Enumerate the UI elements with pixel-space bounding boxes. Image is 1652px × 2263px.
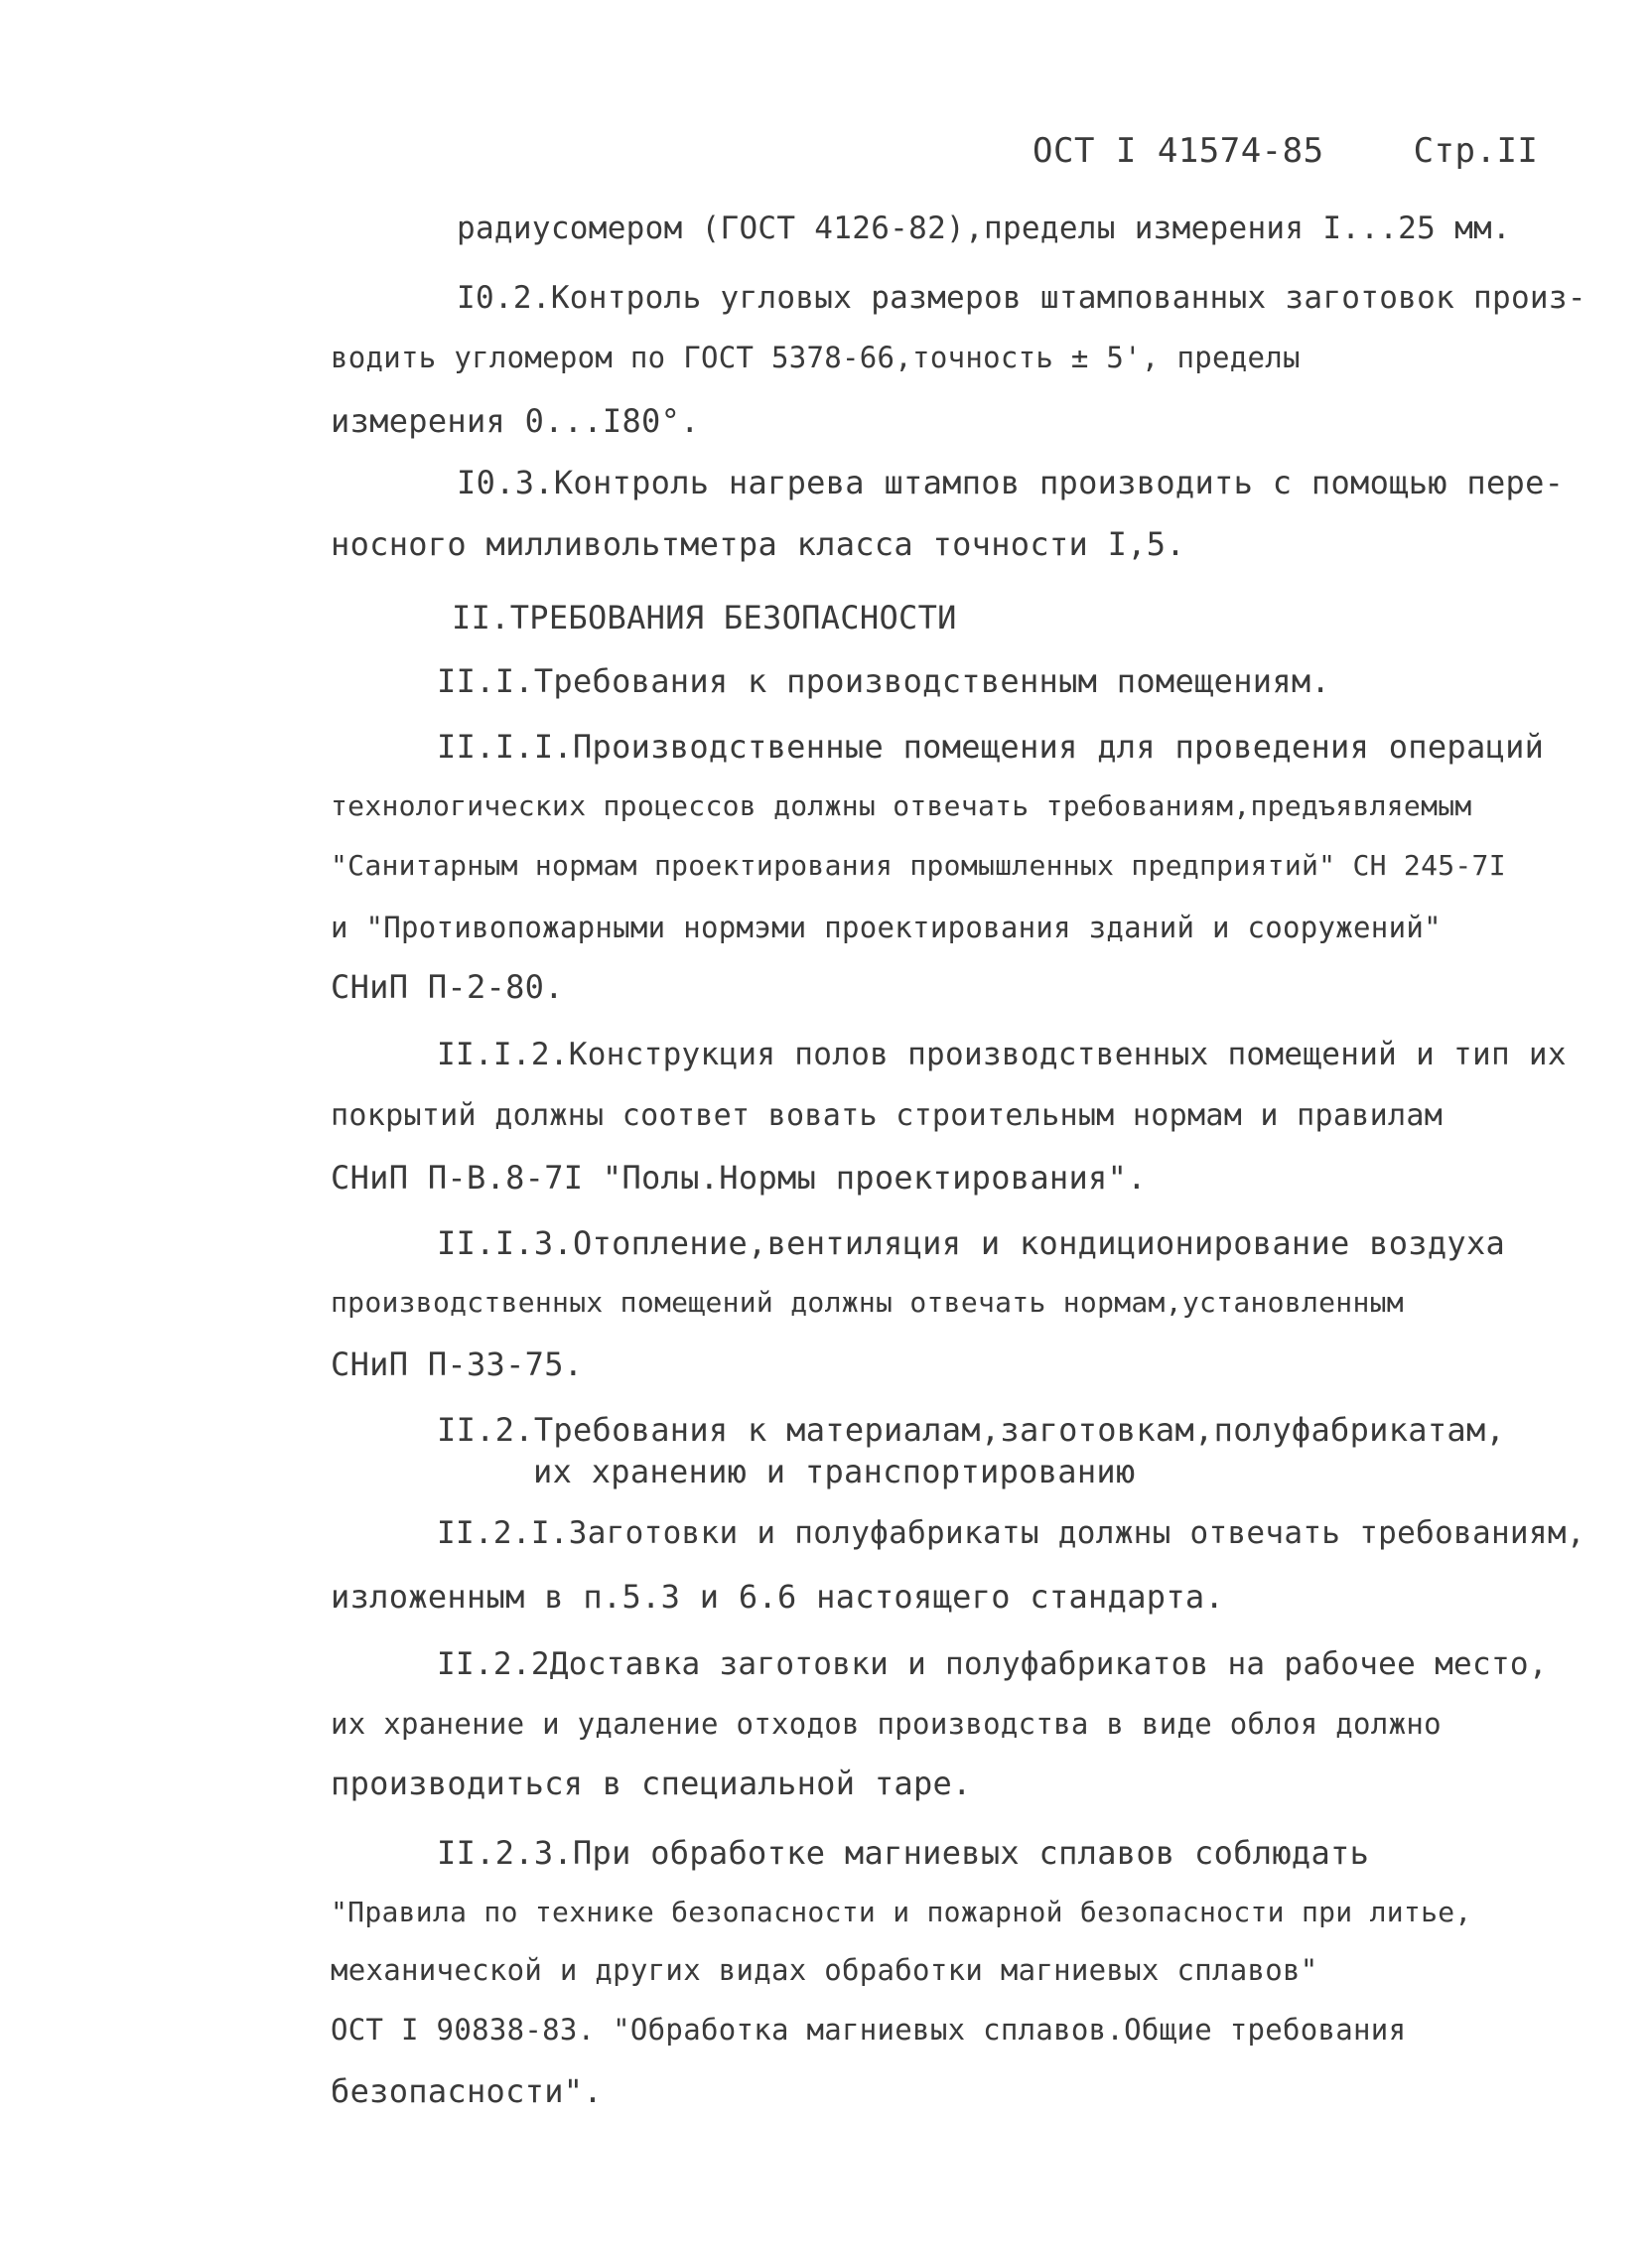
text-line: ОСТ I 90838-83. "Обработка магниевых сплавов.Общие требования: [331, 2013, 1407, 2047]
text-line: производственных помещений должны отвечать нормам,установленным: [331, 1286, 1404, 1319]
subsection-heading-continued: их хранению и транспортированию: [533, 1453, 1136, 1490]
text-line: "Правила по технике безопасности и пожарной безопасности при литье,: [331, 1896, 1472, 1928]
text-line: II.I.3.Отопление,вентиляция и кондиционирование воздуха: [437, 1224, 1506, 1262]
text-line: II.2.3.При обработке магниевых сплавов соблюдать: [437, 1834, 1370, 1872]
page-number: Стр.II: [1413, 131, 1539, 171]
text-line: СНиП П-В.8-7I "Полы.Нормы проектирования".: [331, 1159, 1147, 1197]
text-line: механической и других видах обработки магниевых сплавов": [331, 1953, 1318, 1987]
subsection-heading: II.2.Требования к материалам,заготовкам,полуфабрикатам,: [437, 1411, 1506, 1449]
document-number: ОСТ I 41574-85: [1032, 131, 1324, 171]
text-line: II.2.2Доставка заготовки и полуфабрикатов на рабочее место,: [437, 1646, 1548, 1682]
text-line: II.I.I.Производственные помещения для проведения операций: [437, 728, 1545, 766]
subsection-heading: II.I.Требования к производственным помещениям.: [437, 662, 1331, 700]
text-line: I0.2.Контроль угловых размеров штампованных заготовок произ-: [457, 280, 1586, 316]
text-line: II.I.2.Конструкция полов производственных помещений и тип их: [437, 1037, 1567, 1072]
text-line: I0.3.Контроль нагрева штампов производить с помощью пере-: [457, 464, 1565, 501]
section-heading: II.ТРЕБОВАНИЯ БЕЗОПАСНОСТИ: [452, 599, 957, 636]
text-line: СНиП П-2-80.: [331, 968, 564, 1006]
text-line: производиться в специальной таре.: [331, 1765, 972, 1802]
text-line: покрытий должны соответ вовать строительным нормам и правилам: [331, 1098, 1444, 1133]
text-line: изложенным в п.5.3 и 6.6 настоящего стандарта.: [331, 1578, 1225, 1616]
text-line: технологических процессов должны отвечать требованиям,предъявляемым: [331, 789, 1472, 822]
text-line: "Санитарным нормам проектирования промышленных предприятий" СН 245-7I: [331, 849, 1506, 882]
text-line: радиусомером (ГОСТ 4126-82),пределы измерения I...25 мм.: [457, 211, 1511, 246]
text-line: II.2.I.Заготовки и полуфабрикаты должны отвечать требованиям,: [437, 1515, 1585, 1551]
text-line: измерения 0...I80°.: [331, 402, 700, 440]
text-line: СНиП П-33-75.: [331, 1345, 584, 1383]
page-header: [1032, 131, 1588, 171]
text-line: носного милливольтметра класса точности I,5.: [331, 525, 1185, 563]
text-line: и "Противопожарными нормэми проектирования зданий и сооружений": [331, 911, 1442, 944]
text-line: их хранение и удаление отходов производства в виде облоя должно: [331, 1707, 1442, 1741]
text-line: безопасности".: [331, 2072, 603, 2110]
text-line: водить угломером по ГОСТ 5378-66,точность ± 5', пределы: [331, 341, 1301, 374]
